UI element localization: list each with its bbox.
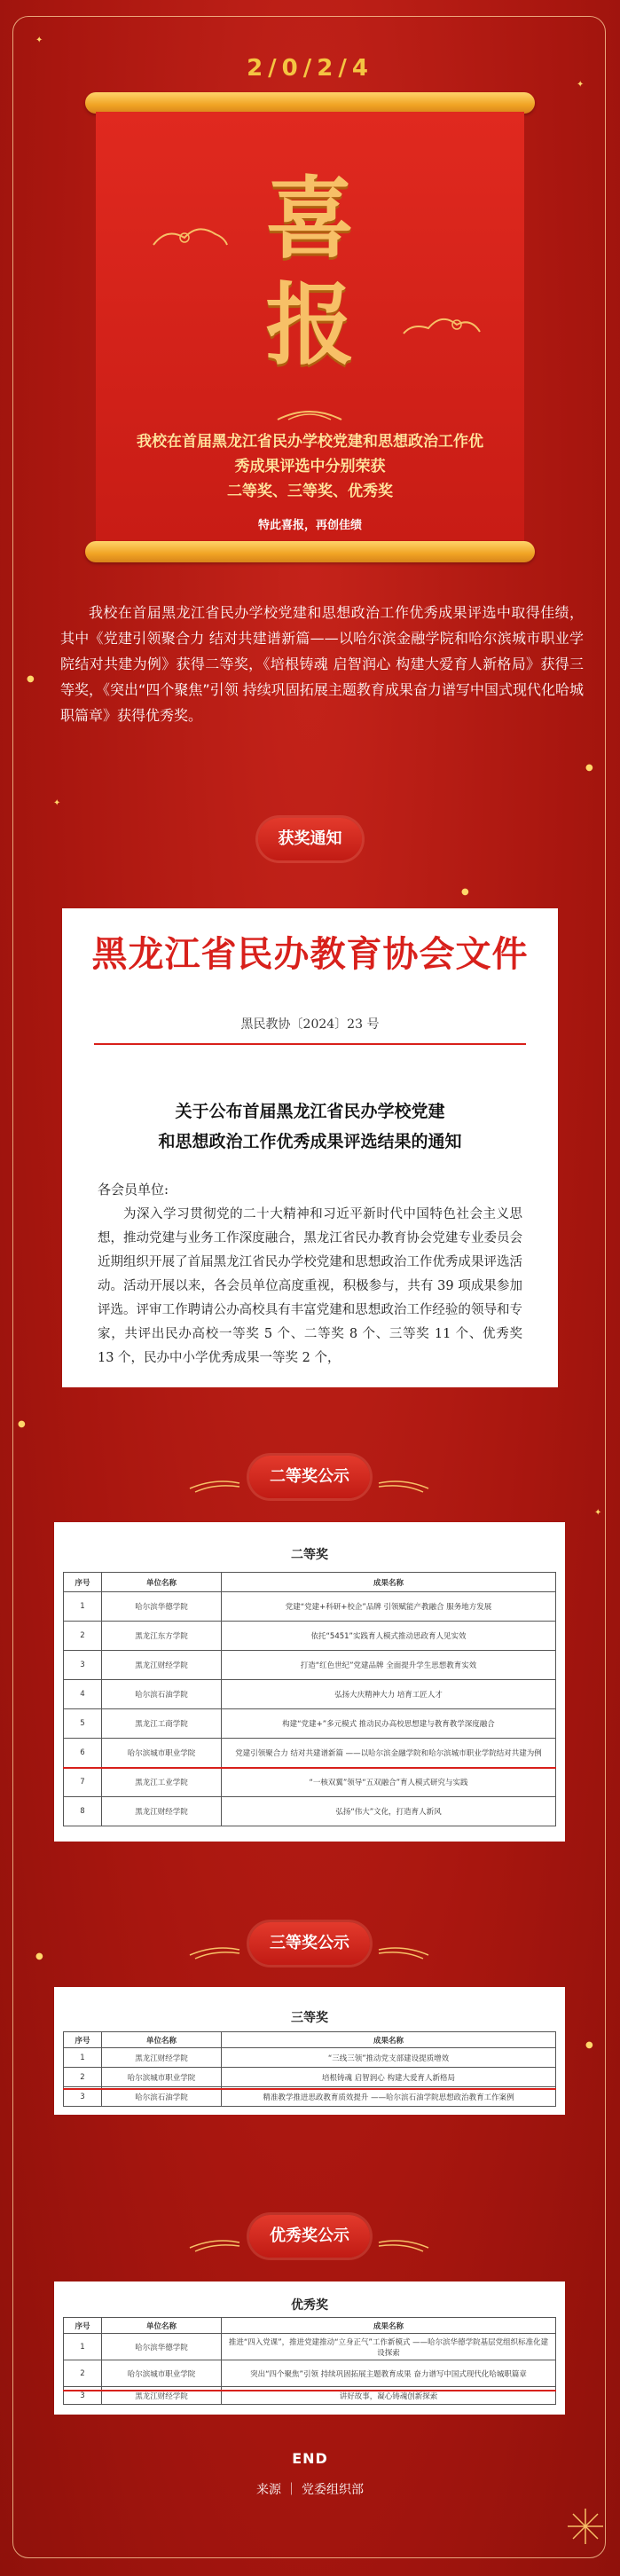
document-number: 黑民教协〔2024〕23 号 [240, 1017, 380, 1032]
table-row-highlighted: 6 哈尔滨城市职业学院 党建引领聚合力 结对共建谱新篇 ——以哈尔滨金融学院和哈尔滨城市职业学院结对共建为例 [64, 1739, 556, 1768]
excellent-prize-table-panel [54, 2281, 565, 2415]
second-prize-table-panel [54, 1522, 565, 1842]
table-row: 8 黑龙江财经学院 弘扬“伟大”文化，打造育人新风 [64, 1797, 556, 1826]
table-row: 3 哈尔滨石油学院 精准教学推进思政教育质效提升 ——哈尔滨石油学院思想政治教育工作案例 [64, 2087, 556, 2107]
headline-char-bao: 报 [265, 272, 355, 377]
scroll-roller-top [85, 92, 535, 114]
column-header: 序号 [64, 2032, 102, 2048]
highlight-underline [63, 2088, 556, 2090]
official-document-image [62, 908, 558, 1387]
column-header: 成果名称 [222, 1573, 556, 1592]
wing-ornament-icon [377, 1476, 430, 1494]
sparkle-icon: ✦ [35, 35, 43, 45]
column-header: 成果名称 [222, 2032, 556, 2048]
wing-ornament-icon [188, 1476, 241, 1494]
scroll-subline: 特此喜报，再创佳绩 [257, 519, 362, 532]
sparkle-icon: ● [35, 1952, 43, 1961]
column-header: 单位名称 [102, 1573, 222, 1592]
table-row-highlighted: 2 哈尔滨城市职业学院 培根铸魂 启智润心 构建大爱育人新格局 [64, 2068, 556, 2087]
source-credit: 来源 ｜ 党委组织部 [256, 2483, 364, 2497]
sparkle-icon: ✦ [53, 798, 61, 808]
table-row: 2 黑龙江东方学院 依托“5451”实践育人模式推动思政育人见实效 [64, 1622, 556, 1651]
sparkle-icon: ● [585, 763, 593, 773]
column-header: 序号 [64, 2318, 102, 2334]
highlight-underline [63, 1767, 556, 1769]
third-prize-table-panel [54, 1987, 565, 2115]
document-body: 为深入学习贯彻党的二十大精神和习近平新时代中国特色社会主义思想，推动党建与业务工作深度融合，黑龙江省民办教育协会党建专业委员会近期组织开展了首届黑龙江省民办学校党建和思想政治工作优秀成果评选活动。活动开展以来，各会员单位高度重视，积极参与，共有 39 项成果参加评选。评审工作聘请公办高校具有丰富党建和思想政治工作经验的领导和专家，共评出民办高校一等奖 5 个、二等奖 8 个、三等奖 11 个、优秀奖 13 个，民办中小学优秀成果一等奖 2 个， [98, 1207, 522, 1365]
headline-char-xi: 喜 [265, 166, 355, 271]
table-row-highlighted: 2 哈尔滨城市职业学院 突出“四个聚焦”引领 持续巩固拓展主题教育成果 奋力谱写中国式现代化哈城职篇章 [64, 2360, 556, 2387]
table-row: 1 哈尔滨华德学院 推进“四入党课”，推进党建推动“立身正气”工作新模式 ——哈尔滨华德学院基层党组织标准化建设探索 [64, 2334, 556, 2360]
column-header: 序号 [64, 1573, 102, 1592]
wing-ornament-icon [377, 1943, 430, 1960]
sparkle-icon: ● [27, 674, 35, 684]
end-label: END [292, 2450, 328, 2467]
scroll-roller-bottom [85, 541, 535, 562]
document-org-title: 黑龙江省民办教育协会文件 [91, 933, 529, 975]
sparkle-icon: ● [585, 2040, 593, 2050]
scroll-headline: 我校在首届黑龙江省民办学校党建和思想政治工作优 秀成果评选中分别荣获 二等奖、三等奖、优秀奖 [137, 433, 483, 500]
highlight-underline [63, 2390, 556, 2391]
table-row: 4 哈尔滨石油学院 弘扬大庆精神大力 培育工匠人才 [64, 1680, 556, 1709]
column-header: 单位名称 [102, 2032, 222, 2048]
sparkle-icon: ✦ [594, 1508, 602, 1518]
table-row: 1 黑龙江财经学院 “三线三领”推动党支部建设提质增效 [64, 2048, 556, 2068]
table-row: 3 黑龙江财经学院 讲好故事，凝心铸魂创新探索 [64, 2387, 556, 2405]
excellent-prize-title: 优秀奖 [291, 2298, 328, 2313]
third-prize-table [63, 2031, 556, 2107]
table-row: 3 黑龙江财经学院 打造“红色世纪”党建品牌 全面提升学生思想教育实效 [64, 1651, 556, 1680]
section-label-second-prize: 二等奖公示 [249, 1456, 370, 1498]
column-header: 单位名称 [102, 2318, 222, 2334]
excellent-prize-table [63, 2317, 556, 2405]
wing-ornament-icon [377, 2235, 430, 2253]
document-salutation: 各会员单位: [98, 1182, 169, 1198]
document-heading: 关于公布首届黑龙江省民办学校党建 和思想政治工作优秀成果评选结果的通知 [158, 1102, 462, 1151]
section-label-third-prize: 三等奖公示 [249, 1922, 370, 1965]
wing-ornament-icon [188, 2235, 241, 2253]
section-label-notice: 获奖通知 [258, 818, 362, 860]
table-row: 7 黑龙江工业学院 “一核双翼”领导“五双融合”育人模式研究与实践 [64, 1768, 556, 1797]
sparkle-icon: ✦ [577, 80, 585, 90]
wing-ornament-icon [188, 1943, 241, 1960]
table-row: 5 黑龙江工商学院 构建“党建+”多元模式 推动民办高校思想建与教育教学深度融合 [64, 1709, 556, 1739]
year-label: 2/0/2/4 [247, 55, 373, 82]
column-header: 成果名称 [222, 2318, 556, 2334]
table-row: 1 哈尔滨华德学院 党建“党建+科研+校企”品牌 引领赋能产教融合 服务地方发展 [64, 1592, 556, 1622]
second-prize-table [63, 1572, 556, 1826]
third-prize-title: 三等奖 [291, 2011, 328, 2025]
document-red-divider [94, 1043, 526, 1045]
sparkle-icon: ● [18, 1419, 26, 1429]
intro-paragraph: 我校在首届黑龙江省民办学校党建和思想政治工作优秀成果评选中取得佳绩，其中《党建引领聚合力 结对共建谱新篇——以哈尔滨金融学院和哈尔滨城市职业学院结对共建为例》获得二等奖，《培根铸魂 启智润心 构建大爱育人新格局》获得三等奖，《突出“四个聚焦”引领 持续巩固拓展主题教育成果奋力谱写中国式现代化哈城职篇章》获得优秀奖。 [60, 604, 584, 724]
section-label-excellent-prize: 优秀奖公示 [249, 2215, 370, 2258]
announcement-scroll [96, 112, 524, 543]
firework-icon [566, 2507, 605, 2546]
second-prize-title: 二等奖 [291, 1548, 328, 1562]
sparkle-icon: ● [461, 887, 469, 897]
fan-ornament-icon [276, 409, 343, 421]
